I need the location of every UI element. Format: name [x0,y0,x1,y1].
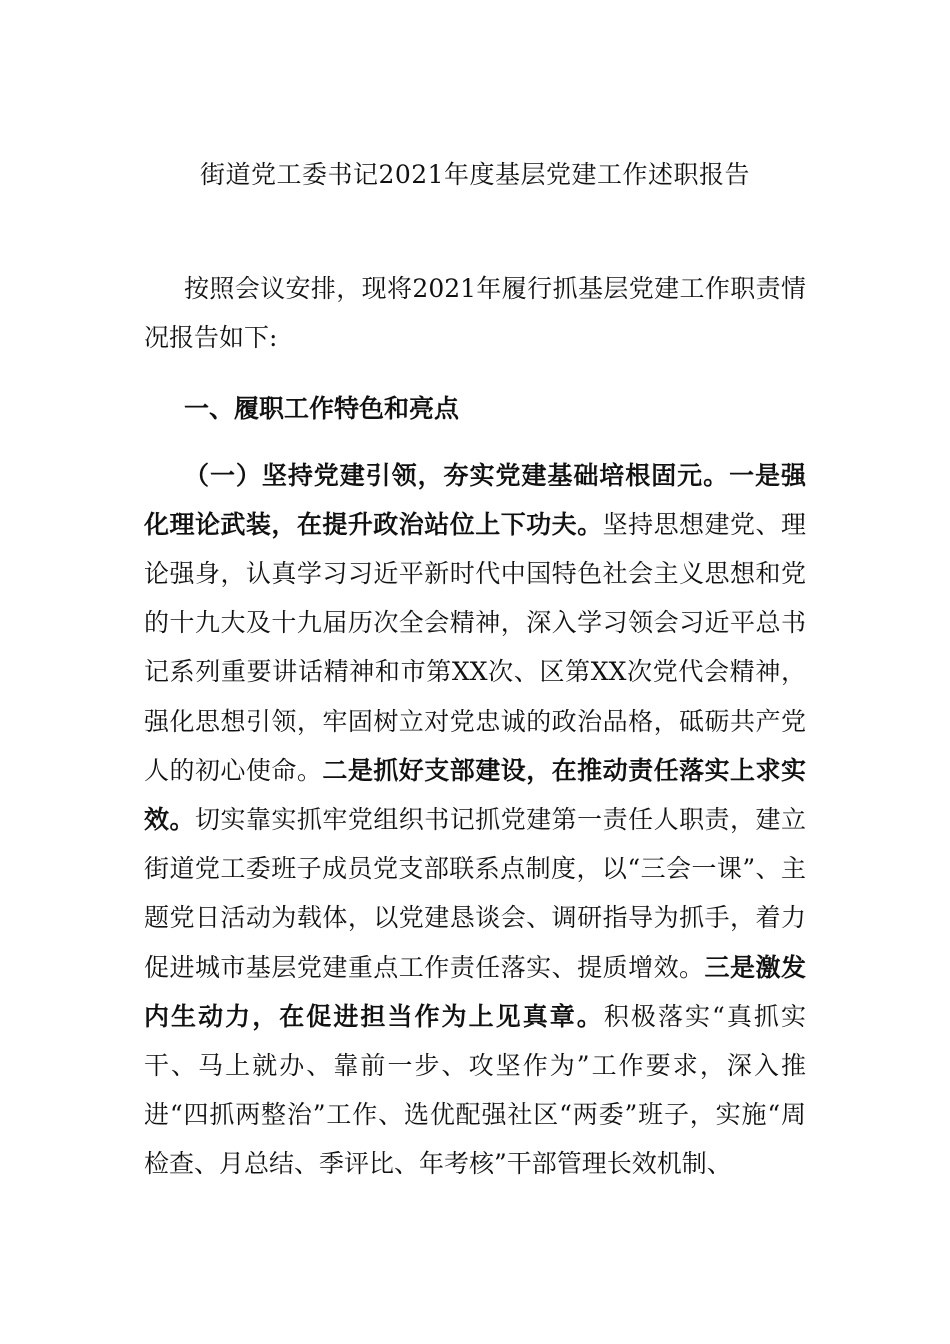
document-title: 街道党工委书记2021年度基层党建工作述职报告 [199,160,751,189]
point-3-text: 积极落实“真抓实干、马上就办、靠前一步、攻坚作为”工作要求，深入推进“四抓两整治”工作、选优配强社区“两委”班子，实施“周检查、月总结、季评比、年考核”干部管理长效机制、 [144,1001,806,1179]
section-heading: 一、履职工作特色和亮点 [184,394,460,424]
point-1-text: 坚持思想建党、理论强身，认真学习习近平新时代中国特色社会主义思想和党的十九大及十九届历次全会精神，深入学习领会习近平总书记系列重要讲话精神和市第XX次、区第XX次党代会精神，强化思想引领，牢固树立对党忠诚的政治品格，砥砺共产党人的初心使命。 [144,509,806,785]
point-3-title: 三是激发内生动力，在促进担当作为上见真章。 [144,952,806,1031]
section-paragraph [144,451,806,1189]
point-1-title: 一是强化理论武装，在提升政治站位上下功夫。 [144,460,806,539]
point-2-title: 二是抓好支部建设，在推动责任落实上求实效。 [144,755,806,835]
point-2-text: 切实靠实抓牢党组织书记抓党建第一责任人职责，建立街道党工委班子成员党支部联系点制度，以“三会一课”、主题党日活动为载体，以党建恳谈会、调研指导为抓手，着力促进城市基层党建重点工作责任落实、提质增效。 [144,805,806,982]
document-body [144,264,806,1189]
subsection-lead: （一）坚持党建引领，夯实党建基础培根固元。 [184,460,730,490]
intro-paragraph: 按照会议安排，现将2021年履行抓基层党建工作职责情况报告如下: [144,274,806,353]
